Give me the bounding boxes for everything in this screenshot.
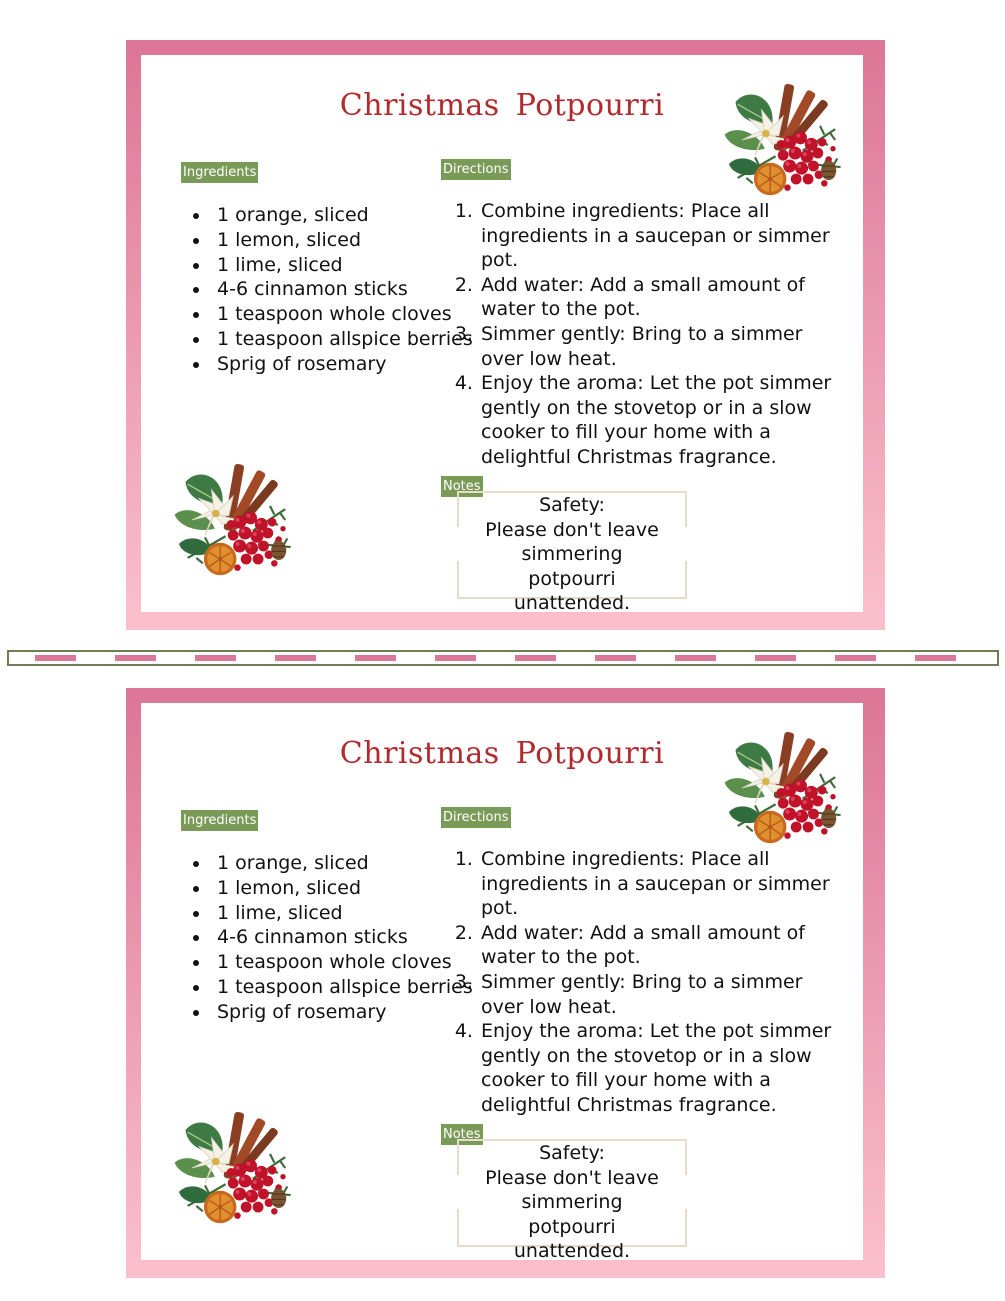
list-item: • 1 lemon, sliced xyxy=(211,876,473,901)
list-item: 4. Enjoy the aroma: Let the pot simmer gently on the stovetop or in a slow cooker to fill your home with a delightful Christmas fragrance. xyxy=(479,1019,849,1117)
divider-dash xyxy=(755,655,796,661)
directions-list xyxy=(457,199,849,470)
recipe-card-2 xyxy=(126,688,885,1278)
recipe-card-1 xyxy=(126,40,885,630)
ingredients-label: Ingredients xyxy=(181,810,258,831)
divider-dash xyxy=(275,655,316,661)
list-item: 1. Combine ingredients: Place all ingredients in a saucepan or simmer pot. xyxy=(479,199,849,273)
recipe-title: Christmas Potpourri xyxy=(339,736,665,771)
divider-dash xyxy=(835,655,876,661)
list-item: • 1 orange, sliced xyxy=(211,851,473,876)
recipe-title: Christmas Potpourri xyxy=(339,88,665,123)
divider-dash xyxy=(355,655,396,661)
divider-dash xyxy=(195,655,236,661)
christmas-bouquet-icon xyxy=(716,723,846,853)
list-item: • 1 orange, sliced xyxy=(211,203,473,228)
divider-dash xyxy=(915,655,956,661)
list-item: • Sprig of rosemary xyxy=(211,352,473,377)
notes-title: Safety: xyxy=(539,1142,605,1164)
ingredients-list xyxy=(181,203,473,377)
notes-label: Notes xyxy=(441,1124,483,1145)
list-item: 4. Enjoy the aroma: Let the pot simmer gently on the stovetop or in a slow cooker to fill your home with a delightful Christmas fragrance. xyxy=(479,371,849,469)
list-item: • 1 lime, sliced xyxy=(211,253,473,278)
ingredients-label: Ingredients xyxy=(181,162,258,183)
list-item: • 1 lemon, sliced xyxy=(211,228,473,253)
divider-dash xyxy=(595,655,636,661)
list-item: • 1 teaspoon whole cloves xyxy=(211,302,473,327)
directions-label: Directions xyxy=(441,159,511,180)
christmas-bouquet-icon xyxy=(716,75,846,205)
notes-title: Safety: xyxy=(539,494,605,516)
notes-text: Please don't leave simmering potpourri unattended. xyxy=(485,518,659,614)
list-item: 1. Combine ingredients: Place all ingredients in a saucepan or simmer pot. xyxy=(479,847,849,921)
list-item: • 4-6 cinnamon sticks xyxy=(211,277,473,302)
notes-label: Notes xyxy=(441,476,483,497)
recipe-card-body xyxy=(141,55,863,612)
divider-dash xyxy=(675,655,716,661)
divider-dash xyxy=(115,655,156,661)
notes-box xyxy=(457,1139,687,1262)
recipe-card-body xyxy=(141,703,863,1260)
divider-dash xyxy=(435,655,476,661)
divider-dash xyxy=(35,655,76,661)
notes-text: Please don't leave simmering potpourri unattended. xyxy=(485,1166,659,1262)
christmas-bouquet-icon xyxy=(166,455,296,585)
list-item: 3. Simmer gently: Bring to a simmer over low heat. xyxy=(479,322,849,371)
directions-label: Directions xyxy=(441,807,511,828)
list-item: • 1 teaspoon allspice berries xyxy=(211,975,473,1000)
list-item: 3. Simmer gently: Bring to a simmer over low heat. xyxy=(479,970,849,1019)
list-item: • 4-6 cinnamon sticks xyxy=(211,925,473,950)
list-item: • Sprig of rosemary xyxy=(211,1000,473,1025)
list-item: • 1 teaspoon allspice berries xyxy=(211,327,473,352)
list-item: • 1 lime, sliced xyxy=(211,901,473,926)
cut-line-divider xyxy=(7,650,999,666)
christmas-bouquet-icon xyxy=(166,1103,296,1233)
ingredients-list xyxy=(181,851,473,1025)
list-item: 2. Add water: Add a small amount of water to the pot. xyxy=(479,273,849,322)
divider-dash xyxy=(515,655,556,661)
list-item: 2. Add water: Add a small amount of water to the pot. xyxy=(479,921,849,970)
notes-box xyxy=(457,491,687,614)
directions-list xyxy=(457,847,849,1118)
list-item: • 1 teaspoon whole cloves xyxy=(211,950,473,975)
